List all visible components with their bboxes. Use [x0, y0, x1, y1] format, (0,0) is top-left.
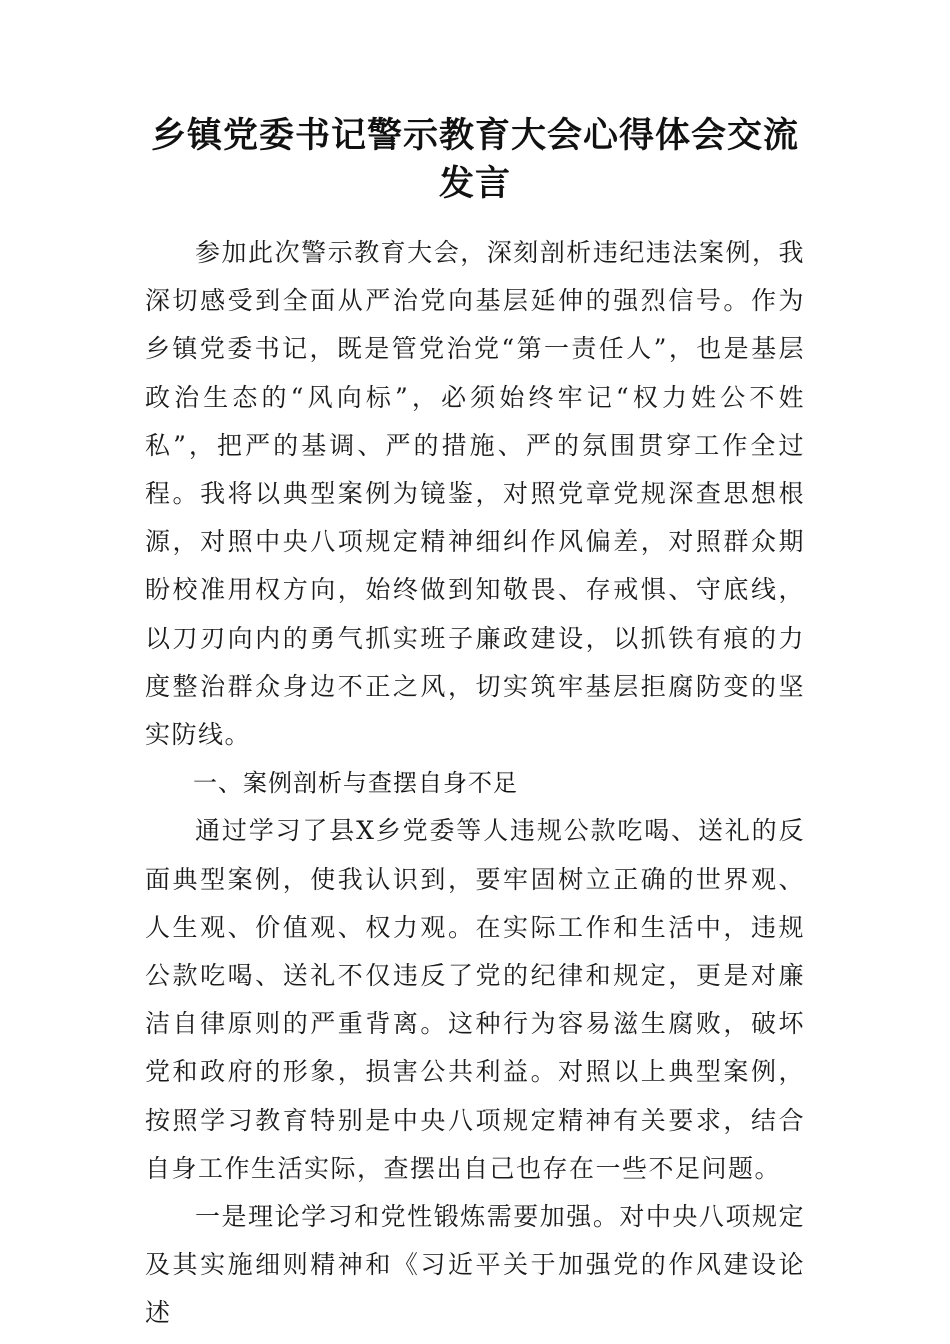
section-1-paragraph-1: 通过学习了县X乡党委等人违规公款吃喝、送礼的反面典型案例，使我认识到，要牢固树立正确的世界观、人生观、价值观、权力观。在实际工作和生活中，违规公款吃喝、送礼不仅违反了党的纪律和规定，更是对廉洁自律原则的严重背离。这种行为容易滋生腐败，破坏党和政府的形象，损害公共利益。对照以上典型案例，按照学习教育特别是中央八项规定精神有关要求，结合自身工作生活实际，查摆出自己也存在一些不足问题。: [145, 816, 805, 1183]
section-heading-1: 一、案例剖析与查摆自身不足: [193, 769, 518, 798]
intro-paragraph: 参加此次警示教育大会，深刻剖析违纪违法案例，我深切感受到全面从严治党向基层延伸的强烈信号。作为乡镇党委书记，既是管党治党“第一责任人”，也是基层政治生态的“风向标”，必须始终牢记“权力姓公不姓私”，把严的基调、严的措施、严的氛围贯穿工作全过程。我将以典型案例为镜鉴，对照党章党规深查思想根源，对照中央八项规定精神细纠作风偏差，对照群众期盼校准用权方向，始终做到知敬畏、存戒惧、守底线，以刀刃向内的勇气抓实班子廉政建设，以抓铁有痕的力度整治群众身边不正之风，切实筑牢基层拒腐防变的坚实防线。: [145, 238, 805, 750]
section-1-paragraph-2: 一是理论学习和党性锻炼需要加强。对中央八项规定及其实施细则精神和《习近平关于加强党的作风建设论述: [145, 1202, 805, 1328]
document-body: [145, 229, 805, 1338]
document-title: 乡镇党委书记警示教育大会心得体会交流发言: [150, 115, 799, 204]
